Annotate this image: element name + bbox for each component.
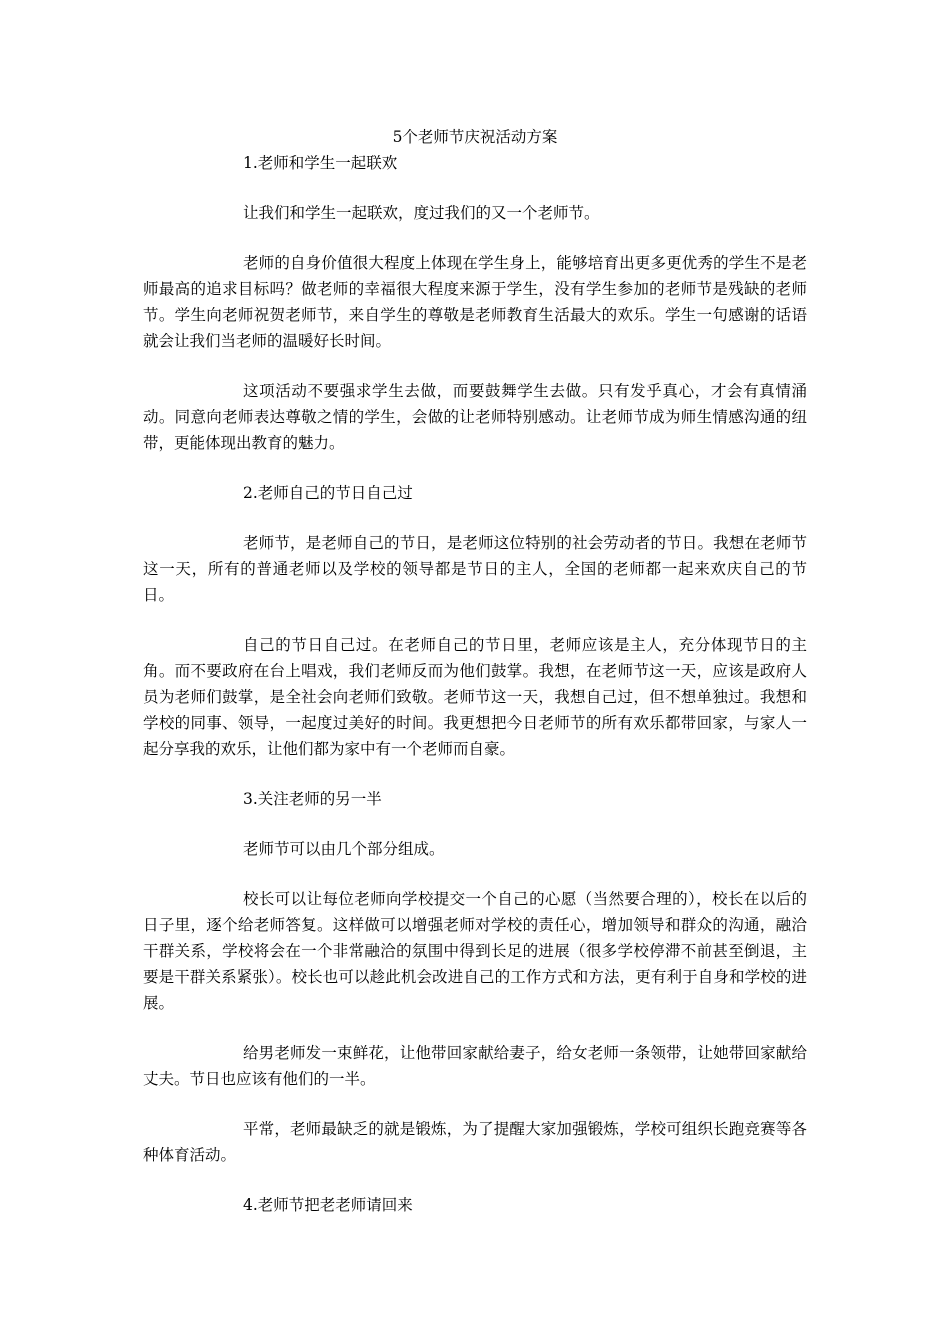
paragraph: 平常，老师最缺乏的就是锻炼，为了提醒大家加强锻炼，学校可组织长跑竞赛等各种体育活动。 [143,1120,807,1164]
paragraph: 老师节，是老师自己的节日，是老师这位特别的社会劳动者的节日。我想在老师节这一天，所有的普通老师以及学校的领导都是节日的主人，全国的老师都一起来欢庆自己的节日。 [143,534,807,604]
paragraph: 校长可以让每位老师向学校提交一个自己的心愿（当然要合理的），校长在以后的日子里，逐个给老师答复。这样做可以增强老师对学校的责任心，增加领导和群众的沟通，融洽干群关系，学校将会在一个非常融洽的氛围中得到长足的进展（很多学校停滞不前甚至倒退，主要是干群关系紧张）。校长也可以趁此机会改进自己的工作方式和方法，更有利于自身和学校的进展。 [143,890,807,1012]
paragraph: 老师节可以由几个部分组成。 [243,840,445,858]
paragraph: 自己的节日自己过。在老师自己的节日里，老师应该是主人，充分体现节日的主角。而不要政府在台上唱戏，我们老师反而为他们鼓掌。我想，在老师节这一天，应该是政府人员为老师们鼓掌，是全社会向老师们致敬。老师节这一天，我想自己过，但不想单独过。我想和学校的同事、领导，一起度过美好的时间。我更想把今日老师节的所有欢乐都带回家，与家人一起分享我的欢乐，让他们都为家中有一个老师而自豪。 [143,636,807,758]
section-heading: 1.老师和学生一起联欢 [243,154,398,172]
section-heading: 2.老师自己的节日自己过 [243,484,413,502]
paragraph: 给男老师发一束鲜花，让他带回家献给妻子，给女老师一条领带，让她带回家献给丈夫。节日也应该有他们的一半。 [143,1044,807,1088]
document-body [143,124,807,1242]
paragraph: 让我们和学生一起联欢，度过我们的又一个老师节。 [243,204,600,222]
paragraph: 老师的自身价值很大程度上体现在学生身上，能够培育出更多更优秀的学生不是老师最高的追求目标吗？做老师的幸福很大程度来源于学生，没有学生参加的老师节是残缺的老师节。学生向老师祝贺老师节，来自学生的尊敬是老师教育生活最大的欢乐。学生一句感谢的话语就会让我们当老师的温暖好长时间。 [143,254,807,350]
document-title: 5个老师节庆祝活动方案 [392,128,558,146]
section-3 [143,786,807,1168]
paragraph: 这项活动不要强求学生去做，而要鼓舞学生去做。只有发乎真心，才会有真情涌动。同意向老师表达尊敬之情的学生，会做的让老师特别感动。让老师节成为师生情感沟通的纽带，更能体现出教育的魅力。 [143,382,807,452]
section-heading: 3.关注老师的另一半 [243,790,382,808]
section-heading: 4.老师节把老老师请回来 [243,1196,413,1214]
section-2 [143,480,807,762]
section-4 [143,1192,807,1218]
section-1 [143,150,807,456]
